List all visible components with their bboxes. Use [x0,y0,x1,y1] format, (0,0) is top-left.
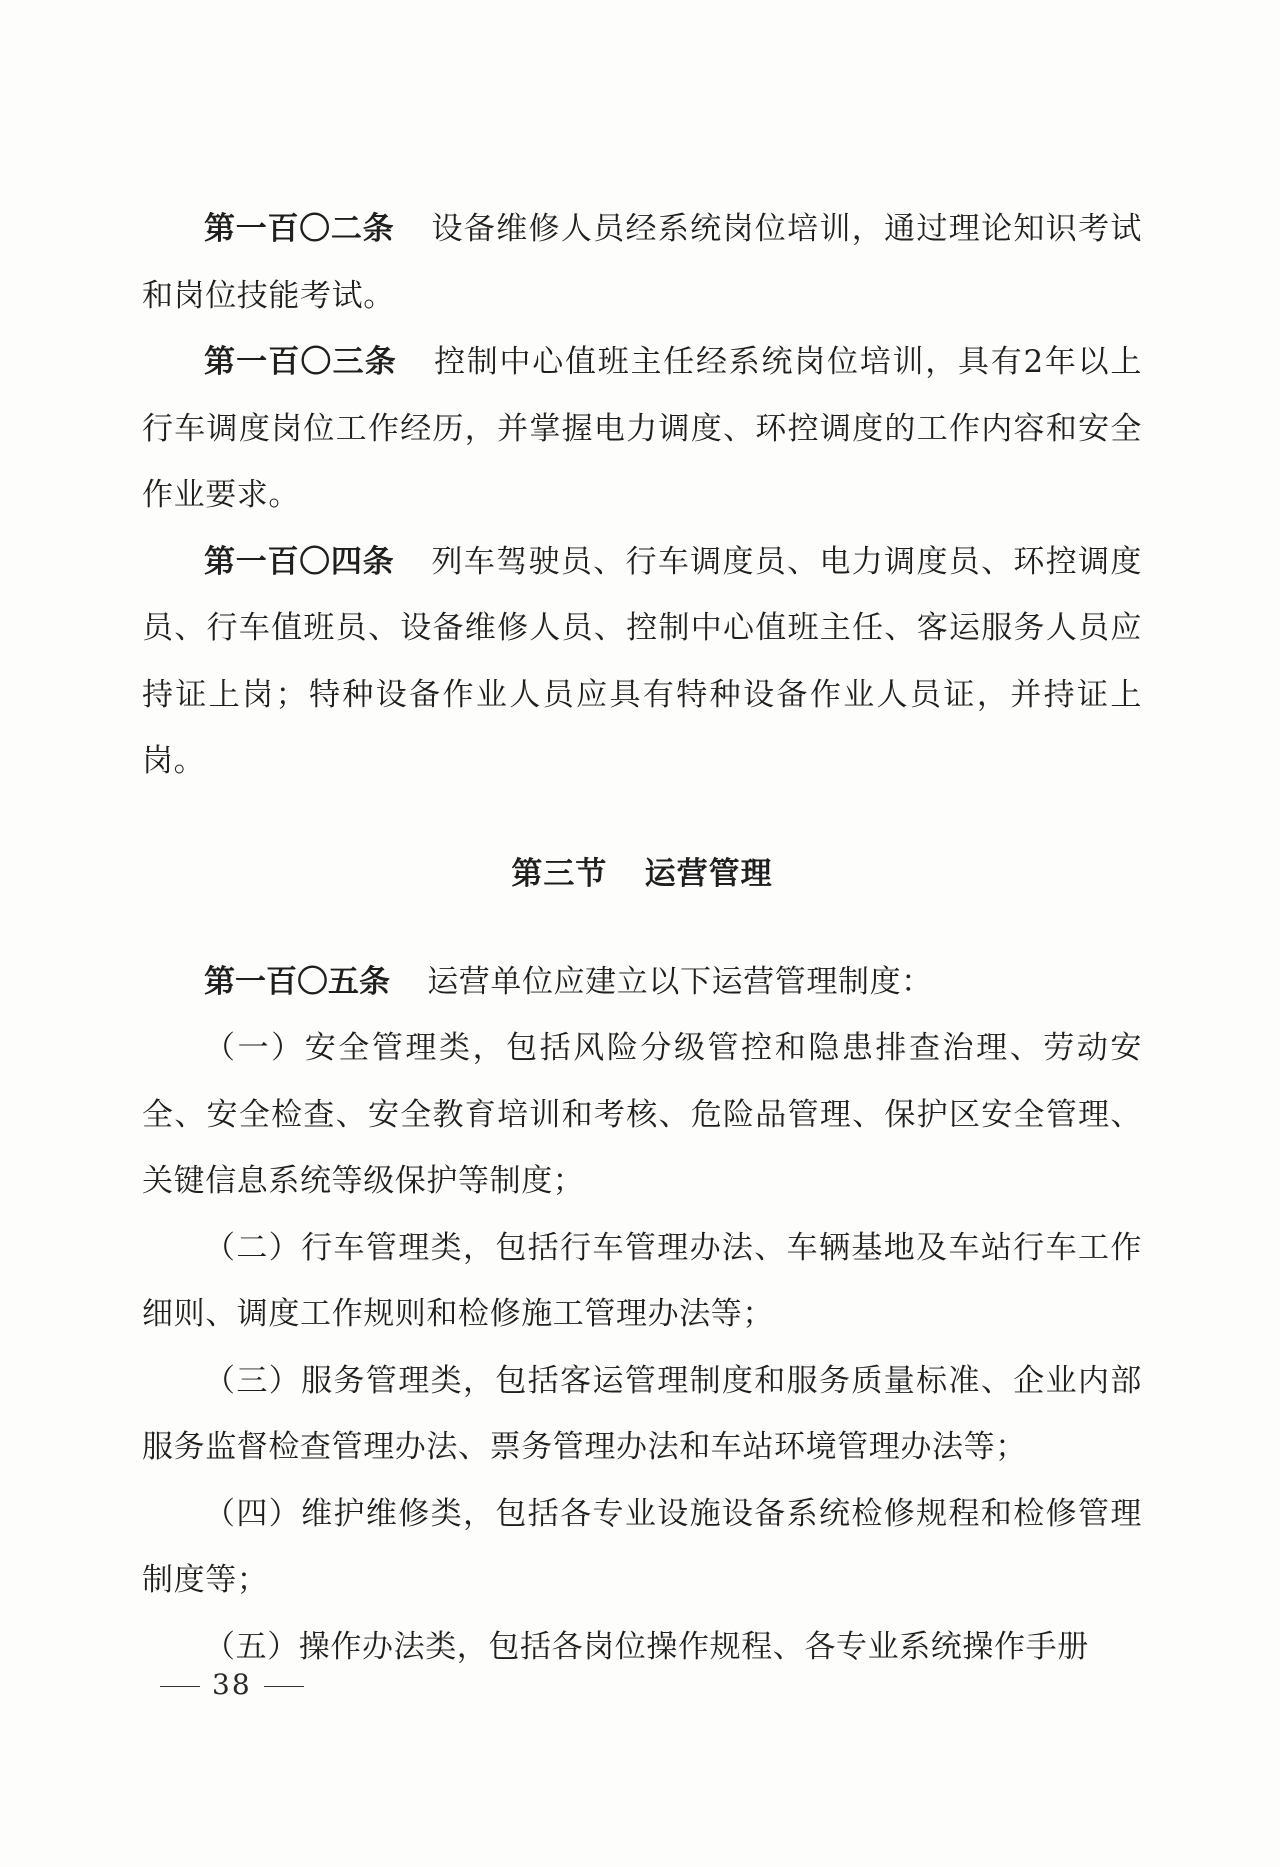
footer-dash-left [160,1686,200,1687]
page-footer [148,1668,316,1701]
document-body [142,196,1142,1680]
footer-dash-right [264,1686,304,1687]
article-103 [142,329,1142,529]
page-number: 38 [212,1668,252,1701]
list-item: （二）行车管理类，包括行车管理办法、车辆基地及车站行车工作细则、调度工作规则和检修施工管理办法等； [142,1229,1142,1332]
article-102 [142,196,1142,329]
article-number: 第一百〇二条 [204,211,395,247]
section-number: 第三节 [511,855,608,892]
section-heading [142,841,1142,907]
article-number: 第一百〇四条 [204,543,395,580]
article-text: 列车驾驶员、行车调度员、电力调度员、环控调度员、行车值班员、设备维修人员、控制中心值班主任、客运服务人员应持证上岗；特种设备作业人员应具有特种设备作业人员证，并持证上岗。 [142,543,1142,779]
article-105 [142,949,1142,1016]
list-item: （五）操作办法类，包括各岗位操作规程、各专业系统操作手册 [204,1628,1089,1665]
section-title: 运营管理 [644,855,773,892]
list-item: （一）安全管理类，包括风险分级管控和隐患排查治理、劳动安全、安全检查、安全教育培训和考核、危险品管理、保护区安全管理、关键信息系统等级保护等制度； [142,1030,1142,1199]
list-item: （四）维护维修类，包括各专业设施设备系统检修规程和检修管理制度等； [142,1495,1142,1598]
article-text: 设备维修人员经系统岗位培训，通过理论知识考试和岗位技能考试。 [142,211,1142,314]
article-text: 控制中心值班主任经系统岗位培训，具有2年以上行车调度岗位工作经历，并掌握电力调度、环控调度的工作内容和安全作业要求。 [142,344,1143,513]
article-text: 运营单位应建立以下运营管理制度： [427,963,933,1000]
list-item: （三）服务管理类，包括客运管理制度和服务质量标准、企业内部服务监督检查管理办法、票务管理办法和车站环境管理办法等； [142,1362,1142,1465]
article-number: 第一百〇五条 [204,963,390,1000]
article-number: 第一百〇三条 [204,344,397,380]
article-104 [142,529,1142,795]
